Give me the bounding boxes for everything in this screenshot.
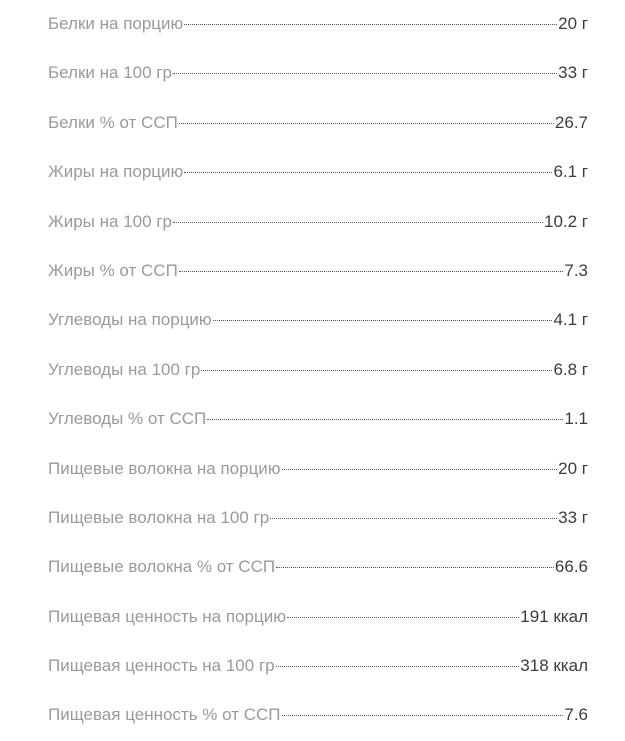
dotted-leader xyxy=(282,715,564,716)
dotted-leader xyxy=(213,320,553,321)
nutrition-value: 318 ккал xyxy=(520,656,588,676)
nutrition-label: Жиры на 100 гр xyxy=(48,211,172,231)
nutrition-label: Пищевая ценность на порцию xyxy=(48,606,286,626)
nutrition-value: 7.6 xyxy=(564,705,588,725)
dotted-leader xyxy=(179,271,564,272)
dotted-leader xyxy=(270,518,557,519)
nutrition-value: 33 г xyxy=(558,63,588,83)
dotted-leader xyxy=(287,617,519,618)
nutrition-value: 4.1 г xyxy=(553,310,588,330)
nutrition-label: Углеводы на 100 гр xyxy=(48,359,201,379)
nutrition-label: Жиры на порцию xyxy=(48,162,184,182)
nutrition-label: Углеводы % от ССП xyxy=(48,409,207,429)
dotted-leader xyxy=(207,419,563,420)
nutrition-row xyxy=(48,99,588,148)
nutrition-label: Белки на 100 гр xyxy=(48,63,172,83)
nutrition-value: 6.8 г xyxy=(553,359,588,379)
nutrition-row xyxy=(48,642,588,691)
nutrition-label: Белки на порцию xyxy=(48,14,184,33)
dotted-leader xyxy=(276,567,554,568)
nutrition-label: Белки % от ССП xyxy=(48,112,178,132)
nutrition-value: 26.7 xyxy=(554,112,588,132)
nutrition-row xyxy=(48,543,588,592)
nutrition-value: 6.1 г xyxy=(553,162,588,182)
nutrition-row xyxy=(48,148,588,197)
nutrition-value: 66.6 xyxy=(554,557,588,577)
dotted-leader xyxy=(173,222,543,223)
nutrition-row xyxy=(48,691,588,740)
nutrition-value: 191 ккал xyxy=(520,606,588,626)
dotted-leader xyxy=(179,123,554,124)
nutrition-value: 33 г xyxy=(558,507,588,527)
nutrition-row xyxy=(48,593,588,642)
dotted-leader xyxy=(184,24,557,25)
nutrition-row xyxy=(48,247,588,296)
dotted-leader xyxy=(276,666,520,667)
nutrition-value: 1.1 xyxy=(564,409,588,429)
nutrition-label: Жиры % от ССП xyxy=(48,260,178,280)
nutrition-row xyxy=(48,296,588,345)
dotted-leader xyxy=(201,370,552,371)
nutrition-label: Пищевая ценность % от ССП xyxy=(48,705,281,725)
nutrition-value: 7.3 xyxy=(564,260,588,280)
nutrition-row xyxy=(48,395,588,444)
nutrition-row xyxy=(48,494,588,543)
nutrition-row xyxy=(48,49,588,98)
nutrition-row xyxy=(48,346,588,395)
nutrition-label: Пищевые волокна % от ССП xyxy=(48,557,276,577)
nutrition-value: 20 г xyxy=(558,458,588,478)
nutrition-value: 10.2 г xyxy=(543,211,588,231)
nutrition-row xyxy=(48,198,588,247)
nutrition-label: Пищевые волокна на порцию xyxy=(48,458,281,478)
nutrition-facts-list xyxy=(48,0,588,741)
nutrition-label: Пищевая ценность на 100 гр xyxy=(48,656,275,676)
nutrition-value: 20 г xyxy=(558,14,588,33)
nutrition-label: Пищевые волокна на 100 гр xyxy=(48,507,270,527)
dotted-leader xyxy=(184,172,552,173)
dotted-leader xyxy=(173,73,557,74)
dotted-leader xyxy=(282,469,558,470)
nutrition-label: Углеводы на порцию xyxy=(48,310,212,330)
nutrition-row xyxy=(48,0,588,49)
nutrition-row xyxy=(48,445,588,494)
